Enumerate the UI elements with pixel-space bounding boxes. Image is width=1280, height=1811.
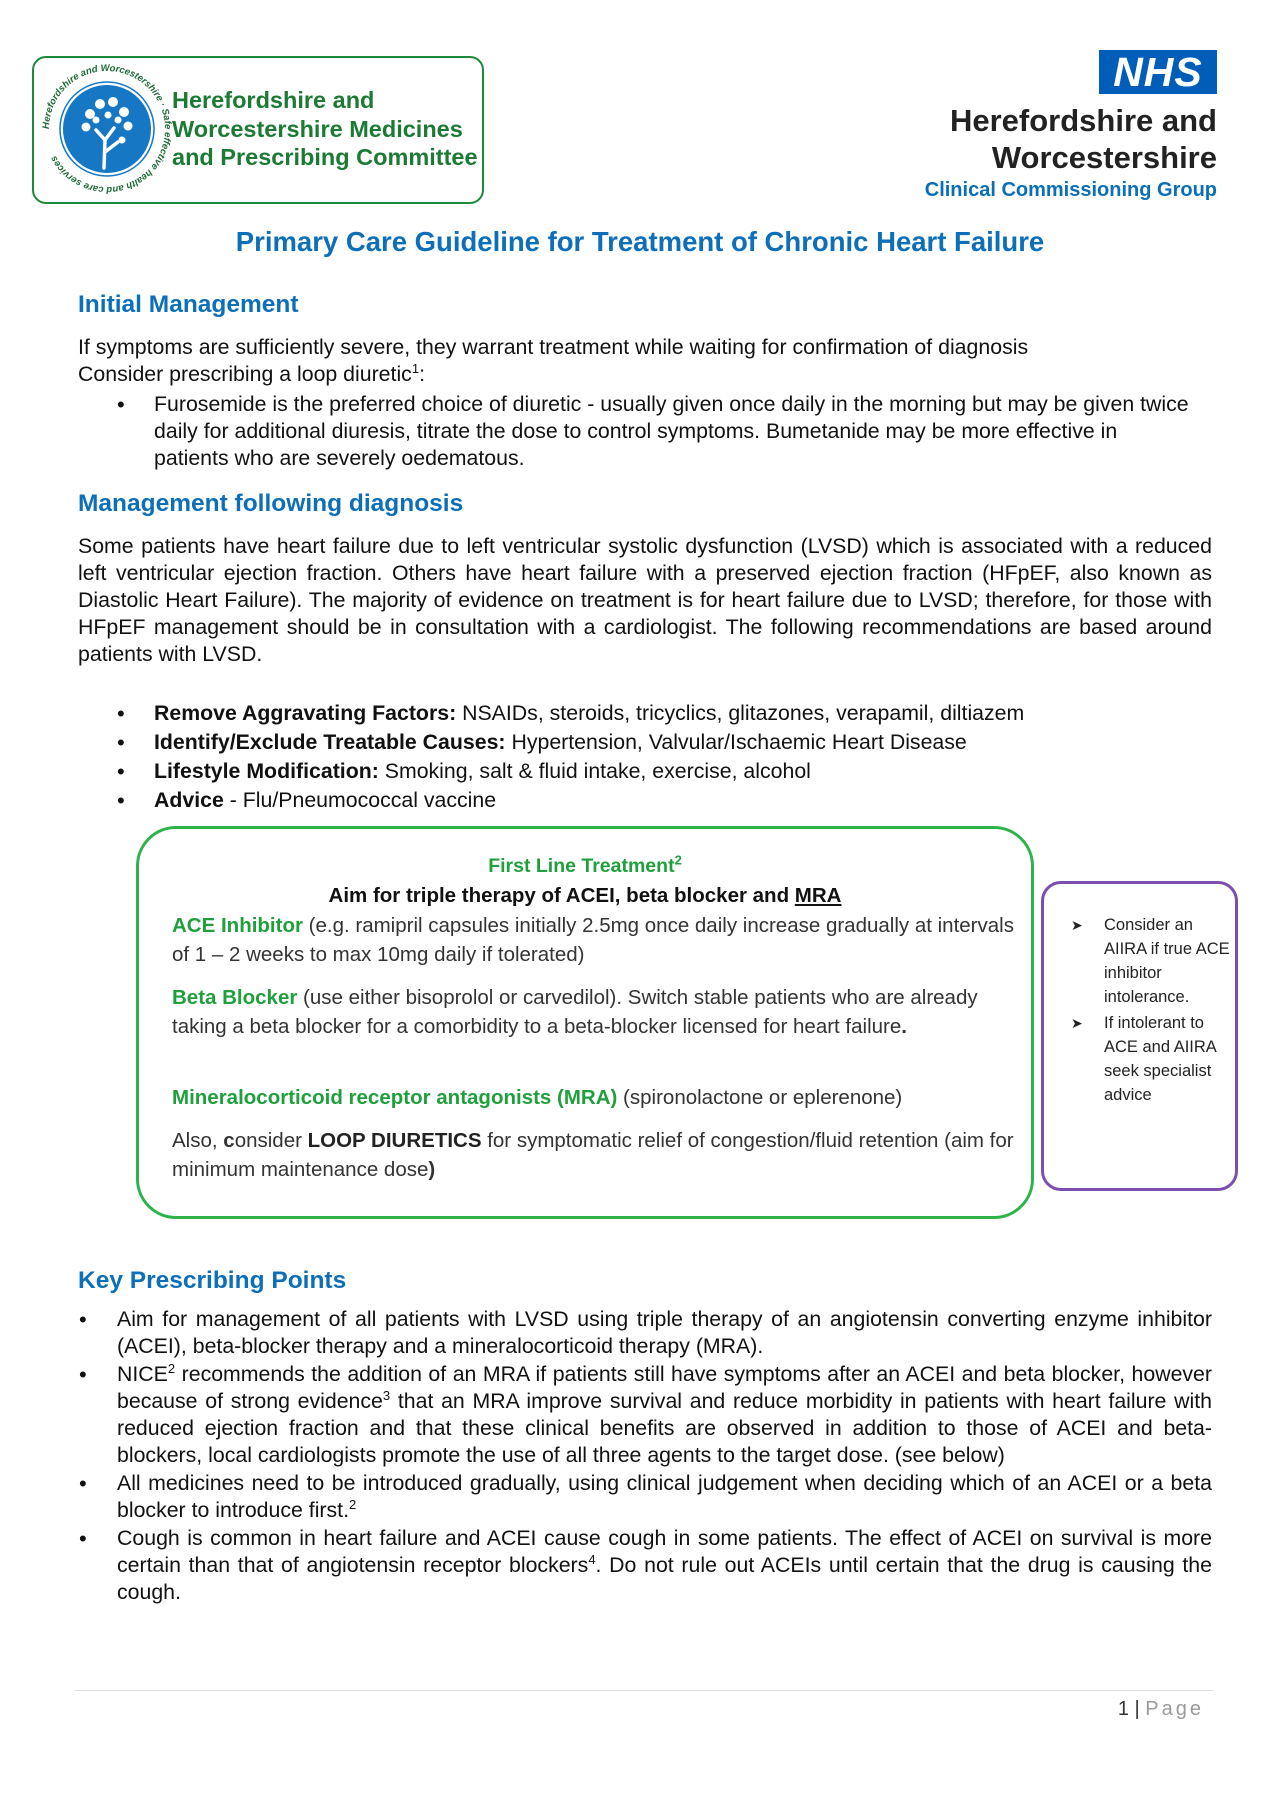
ace-label: ACE Inhibitor xyxy=(172,914,303,937)
list-item xyxy=(117,1470,1212,1524)
emblem-ring-text: Herefordshire and Worcestershire · Safe effective health and care services xyxy=(40,62,174,196)
list-item xyxy=(154,786,1214,815)
footnote-ref: 2 xyxy=(349,1496,357,1512)
list-item xyxy=(154,699,1214,728)
management-bullet-list xyxy=(154,699,1214,815)
committee-name-line: Worcestershire Medicines xyxy=(172,115,463,142)
list-item xyxy=(1071,1011,1231,1107)
loop-diuretics-entry xyxy=(172,1127,1017,1184)
page-footer xyxy=(1118,1698,1204,1721)
page-label: Page xyxy=(1145,1698,1204,1720)
footnote-ref: 2 xyxy=(167,1360,176,1376)
footnote-ref: 4 xyxy=(588,1551,596,1567)
aiira-note-list xyxy=(1071,913,1231,1109)
arrow-bullet-icon: ➤ xyxy=(1071,1015,1083,1031)
treatment-aim-mra: MRA xyxy=(794,884,842,907)
key-text: . Do not rule out ACEIs until certain that the drug is causing the cough. xyxy=(117,1553,1212,1604)
list-item xyxy=(117,1525,1212,1606)
committee-name xyxy=(172,86,482,172)
initial-management-heading: Initial Management xyxy=(78,291,299,318)
loop-diuretics-label: LOOP DIURETICS xyxy=(307,1129,482,1152)
loop-diuretics-text: for symptomatic relief of congestion/fluid retention (aim for minimum maintenance dose xyxy=(172,1129,1014,1181)
committee-name-line: Herefordshire and xyxy=(172,87,375,113)
initial-line-2-end: : xyxy=(419,362,425,386)
list-item xyxy=(1071,913,1231,1009)
treatment-heading-text: First Line Treatment xyxy=(488,855,675,877)
management-heading: Management following diagnosis xyxy=(78,490,464,517)
also-end: ) xyxy=(428,1157,436,1181)
ace-inhibitor-entry xyxy=(172,912,1017,969)
management-paragraph: Some patients have heart failure due to left ventricular systolic dysfunction (LVSD) which is associated with a reduced left ventricular ejection fraction. Others have heart failure with a preserved ejection fraction (HFpEF, also known as Diastolic Heart Failure). The majority of evidence on treatment is for heart failure due to LVSD; therefore, for those with HFpEF management should be in consultation with a cardiologist. The following recommendations are based around patients with LVSD. xyxy=(78,534,1212,666)
key-text: Cough is common in heart failure and ACEI cause cough in some patients. The effect of ACEI on survival is more certain than that of angiotensin receptor blockers xyxy=(117,1526,1212,1577)
ccg-name-line: Herefordshire and xyxy=(949,103,1217,138)
bullet-label: Lifestyle Modification: xyxy=(154,759,379,783)
list-item: • Furosemide is the preferred choice of diuretic - usually given once daily in the morning but may be given twice daily for additional diuresis, titrate the dose to control symptoms. Bumetanide may be more effective in patients who are severely oedematous. xyxy=(154,391,1194,472)
key-text: All medicines need to be introduced gradually, using clinical judgement when deciding which of an ACEI or a beta blocker to introduce first. xyxy=(117,1471,1212,1522)
initial-bullet-list xyxy=(154,391,1194,472)
bullet-text: Smoking, salt & fluid intake, exercise, alcohol xyxy=(378,759,811,783)
key-prescribing-heading: Key Prescribing Points xyxy=(78,1267,347,1294)
aiira-note-text: Consider an AIIRA if true ACE inhibitor intolerance. xyxy=(1104,916,1230,1006)
document-title: Primary Care Guideline for Treatment of Chronic Heart Failure xyxy=(235,226,1045,257)
nhs-logo: NHS xyxy=(1099,50,1217,94)
ccg-subtitle: Clinical Commissioning Group xyxy=(924,179,1217,201)
bullet-text: NSAIDs, steroids, tricyclics, glitazones, verapamil, diltiazem xyxy=(456,701,1025,725)
footer-divider xyxy=(75,1690,1213,1691)
treatment-aim-text: Aim for triple therapy of ACEI, beta blocker and xyxy=(328,884,795,907)
also-mid: onsider xyxy=(234,1129,308,1152)
committee-name-line: and Prescribing Committee xyxy=(172,144,478,170)
bullet-label: Advice xyxy=(154,788,224,812)
also-text: Also, xyxy=(172,1129,224,1152)
initial-line-2 xyxy=(78,361,1212,388)
initial-line-2-text: Consider prescribing a loop diuretic xyxy=(78,362,412,386)
list-item xyxy=(154,757,1214,786)
key-text: that an MRA improve survival and reduce morbidity in patients with heart failure with reduced ejection fraction and that these clinical benefits are observed in addition to those of ACEI and beta-blockers, local cardiologists promote the use of all three agents to the target dose. (see below) xyxy=(117,1389,1212,1467)
tree-emblem-icon xyxy=(38,60,176,198)
ace-text: (e.g. ramipril capsules initially 2.5mg once daily increase gradually at intervals of 1 – 2 weeks to max 10mg daily if tolerated) xyxy=(172,914,1014,966)
footnote-ref: 3 xyxy=(382,1387,391,1403)
mra-label: Mineralocorticoid receptor antagonists (MRA) xyxy=(172,1086,618,1109)
key-text: recommends the addition of an MRA if patients still have symptoms after an ACEI and beta blocker, however because of strong evidence xyxy=(117,1362,1212,1413)
footnote-ref: 2 xyxy=(674,852,682,868)
bullet-label: Remove Aggravating Factors: xyxy=(154,701,457,725)
page-separator: | xyxy=(1134,1698,1140,1720)
ccg-name xyxy=(950,102,1217,176)
also-c: c xyxy=(223,1129,235,1152)
arrow-bullet-icon: ➤ xyxy=(1071,917,1083,933)
list-item xyxy=(117,1361,1212,1469)
bullet-text: Hypertension, Valvular/Ischaemic Heart Disease xyxy=(505,730,967,754)
beta-end: . xyxy=(901,1014,907,1038)
page-number: 1 xyxy=(1117,1698,1129,1720)
mra-text: (spironolactone or eplerenone) xyxy=(617,1086,903,1109)
initial-line-1: If symptoms are sufficiently severe, they warrant treatment while waiting for confirmation of diagnosis xyxy=(78,335,1029,359)
aiira-note-text: If intolerant to ACE and AIIRA seek specialist advice xyxy=(1104,1014,1216,1104)
mra-entry xyxy=(172,1084,1017,1113)
list-item xyxy=(154,728,1214,757)
ccg-name-line: Worcestershire xyxy=(991,140,1217,175)
beta-blocker-entry xyxy=(172,984,1017,1041)
initial-paragraph xyxy=(78,334,1212,388)
key-text: NICE xyxy=(117,1362,168,1386)
beta-label: Beta Blocker xyxy=(172,986,298,1009)
footnote-ref: 1 xyxy=(411,360,420,376)
treatment-aim xyxy=(136,884,1034,908)
treatment-heading xyxy=(136,852,1034,878)
key-prescribing-list xyxy=(117,1306,1212,1607)
list-item: • Aim for management of all patients with LVSD using triple therapy of an angiotensin converting enzyme inhibitor (ACEI), beta-blocker therapy and a mineralocorticoid therapy (MRA). xyxy=(117,1306,1212,1360)
bullet-label: Identify/Exclude Treatable Causes: xyxy=(154,730,506,754)
beta-text: (use either bisoprolol or carvedilol). Switch stable patients who are already taking a beta blocker for a comorbidity to a beta-blocker licensed for heart failure xyxy=(172,986,978,1038)
bullet-text: - Flu/Pneumococcal vaccine xyxy=(223,788,497,812)
